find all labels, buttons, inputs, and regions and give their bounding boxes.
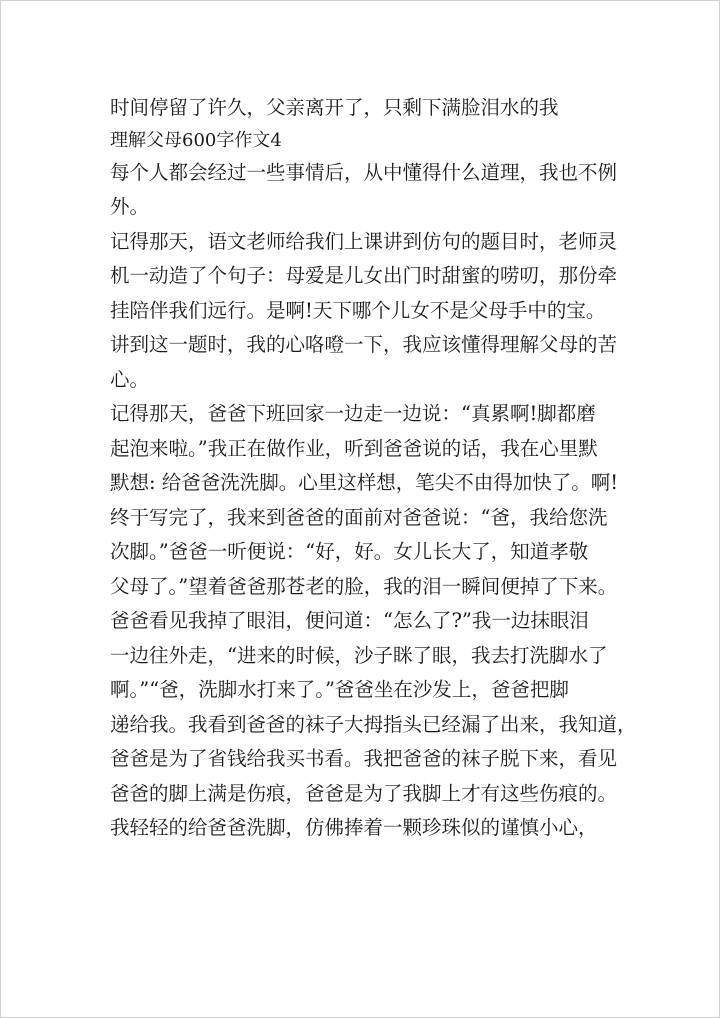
- text-line: 啊。”“爸，洗脚水打来了。”爸爸坐在沙发上，爸爸把脚: [110, 678, 569, 701]
- document-body: [110, 91, 637, 846]
- text-line: 挂陪伴我们远行。是啊!天下哪个儿女不是父母手中的宝。: [110, 298, 606, 322]
- text-line: 心。: [110, 367, 150, 391]
- text-line: 次脚。”爸爸一听便说：“好，好。女儿长大了，知道孝敬: [110, 540, 589, 563]
- text-line: 记得那天，爸爸下班回家一边走一边说：“真累啊!脚都磨: [110, 402, 596, 425]
- text-line: 外。: [110, 195, 150, 218]
- text-line: 父母了。”望着爸爸那苍老的脸，我的泪一瞬间便掉了下来。: [110, 574, 618, 598]
- text-line: 讲到这一题时，我的心咯噔一下，我应该懂得理解父母的苦: [110, 333, 618, 356]
- text-line: 终于写完了，我来到爸爸的面前对爸爸说：“爸，我给您洗: [110, 505, 608, 529]
- text-line: 每个人都会经过一些事情后，从中懂得什么道理，我也不例: [110, 160, 618, 184]
- essay-heading: 理解父母600字作文4: [110, 129, 282, 151]
- text-line: 爸爸的脚上满是伤痕，爸爸是为了我脚上才有这些伤痕的。: [110, 781, 618, 805]
- text-line: 爸爸看见我掉了眼泪，便问道：“怎么了?”我一边抹眼泪: [110, 609, 589, 632]
- text-line: 爸爸是为了省钱给我买书看。我把爸爸的袜子脱下来，看见: [110, 747, 618, 770]
- text-line: 默想: 给爸爸洗洗脚。心里这样想，笔尖不由得加快了。啊!: [110, 471, 619, 494]
- text-line: 一边往外走，“进来的时候，沙子眯了眼，我去打洗脚水了: [110, 643, 608, 667]
- text-line: 起泡来啦。”我正在做作业，听到爸爸说的话，我在心里默: [110, 436, 598, 460]
- text-line: 递给我。我看到爸爸的袜子大拇指头已经漏了出来，我知道，: [110, 712, 637, 736]
- text-line: 机一动造了个句子：母爱是儿女出门时甜蜜的唠叨，那份牵: [110, 264, 618, 287]
- text-line: 时间停留了许久，父亲离开了，只剩下满脸泪水的我: [110, 96, 559, 119]
- text-line: 记得那天，语文老师给我们上课讲到仿句的题目时，老师灵: [110, 229, 618, 253]
- text-line: 我轻轻的给爸爸洗脚，仿佛捧着一颗珍珠似的谨慎小心，: [110, 816, 598, 839]
